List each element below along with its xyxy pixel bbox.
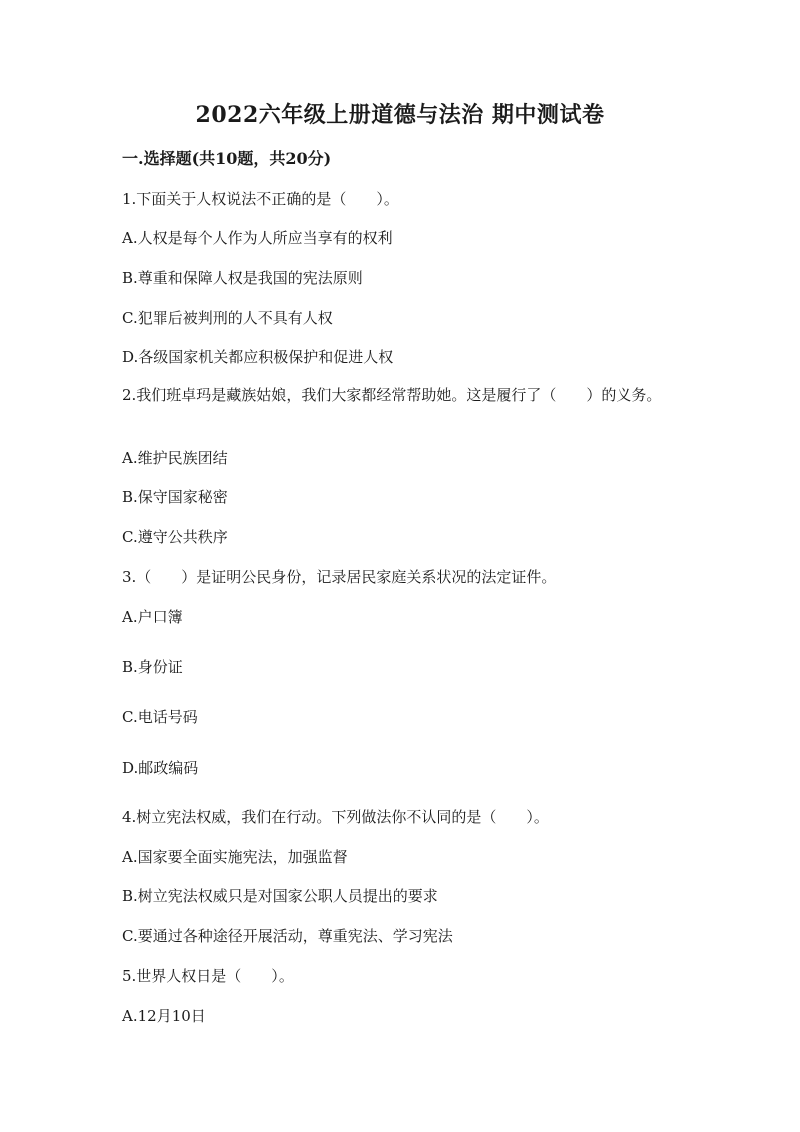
question-2-option-a: A.维护民族团结 (122, 449, 228, 467)
question-4-option-a: A.国家要全面实施宪法，加强监督 (122, 848, 348, 866)
question-2-option-c: C.遵守公共秩序 (122, 528, 228, 546)
question-4-option-b: B.树立宪法权威只是对国家公职人员提出的要求 (122, 887, 438, 905)
question-4-option-c: C.要通过各种途径开展活动，尊重宪法、学习宪法 (122, 927, 453, 945)
question-2-option-b: B.保守国家秘密 (122, 488, 228, 506)
question-1-option-b: B.尊重和保障人权是我国的宪法原则 (122, 269, 363, 287)
question-3-option-d: D.邮政编码 (122, 759, 199, 777)
document-title: 2022六年级上册道德与法治 期中测试卷 (195, 102, 605, 128)
question-5-option-a: A.12月10日 (122, 1007, 206, 1025)
question-stem-3: 3.（ ）是证明公民身份，记录居民家庭关系状况的法定证件。 (122, 568, 557, 586)
question-3-option-c: C.电话号码 (122, 708, 198, 726)
question-1-option-c: C.犯罪后被判刑的人不具有人权 (122, 309, 333, 327)
question-stem-2: 2.我们班卓玛是藏族姑娘，我们大家都经常帮助她。这是履行了（ ）的义务。 (122, 386, 662, 404)
question-stem-1: 1.下面关于人权说法不正确的是（ ）。 (122, 190, 399, 208)
question-3-option-a: A.户口簿 (122, 608, 183, 626)
question-stem-5: 5.世界人权日是（ ）。 (122, 967, 294, 985)
question-1-option-a: A.人权是每个人作为人所应当享有的权利 (122, 229, 393, 247)
section-heading: 一.选择题(共10题，共20分) (122, 149, 332, 168)
question-3-option-b: B.身份证 (122, 658, 183, 676)
question-1-option-d: D.各级国家机关都应积极保护和促进人权 (122, 348, 394, 366)
question-stem-4: 4.树立宪法权威，我们在行动。下列做法你不认同的是（ ）。 (122, 808, 549, 826)
